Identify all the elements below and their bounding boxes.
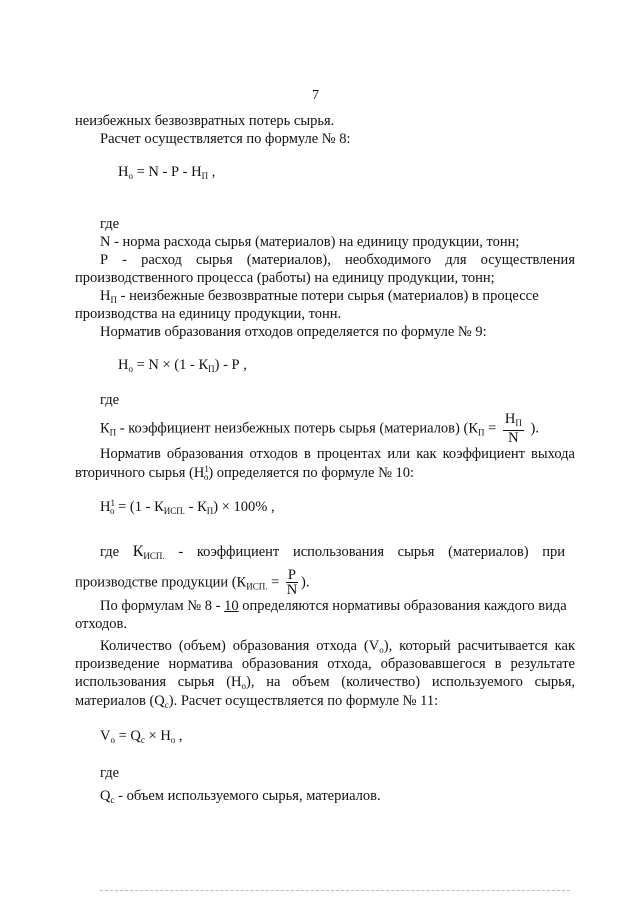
np-definition-line2: производства на единицу продукции, тонн. <box>75 306 342 322</box>
formula-10-link[interactable]: 10 <box>224 598 239 614</box>
p-definition-line1: Р - расход сырья (материалов), необходимого для осуществления <box>100 252 575 268</box>
n-definition: N - норма расхода сырья (материалов) на единицу продукции, тонн; <box>100 234 520 250</box>
formulas-summary-line1: По формулам № 8 - 10 определяются нормативы образования каждого вида <box>100 598 567 614</box>
kisp-definition-line2: производстве продукции ($К_{ИСП.}$ = $\frac{Р}{N}$ ). <box>75 567 310 598</box>
formula-8-intro: Расчет осуществляется по формуле № 8: <box>100 131 351 147</box>
np-definition-line1: $Н_П$ - неизбежные безвозвратные потери сырья (материалов) в процессе <box>100 288 539 305</box>
kisp-definition-line1: где $К_{ИСП.}$ - коэффициент использования сырья (материалов) при <box>100 543 565 561</box>
formula-10: $Н^1_о = (1 - К_{ИСП.} - К_П) \times 100\%$ , <box>100 498 275 516</box>
quantity-line4: материалов $(Q_с)$. Расчет осуществляется по формуле № 11: <box>75 693 439 710</box>
where-label: где <box>100 765 120 781</box>
formula-9-intro: Норматив образования отходов определяется по формуле № 9: <box>100 324 487 340</box>
quantity-line3: использования сырья $(Н_о)$, на объем (количество) используемого сырья, <box>75 674 575 691</box>
p-definition-line2: производственного процесса (работы) на единицу продукции, тонн; <box>75 270 495 286</box>
where-label: где <box>100 216 120 232</box>
qc-definition: $Q_с$ - объем используемого сырья, материалов. <box>100 788 381 805</box>
quantity-line1: Количество (объем) образования отхода $(V_о)$, который расчитывается как <box>100 638 575 655</box>
formula-8: $Н_о = N - Р - Н_П$ , <box>118 164 216 181</box>
formula-10-intro-line2: вторичного сырья $(Н^1_о)$ определяется по формуле № 10: <box>75 464 415 482</box>
where-label: где <box>100 392 120 408</box>
quantity-line2: произведение норматива образования отхода, образовавшегося в результате <box>75 656 575 672</box>
formula-9: $Н_о = N \times (1 - К_П) - Р$ , <box>118 357 247 374</box>
formulas-summary-line2: отходов. <box>75 616 128 632</box>
kp-definition: $К_П$ - коэффициент неизбежных потерь сырья (материалов) ($К_П$ = $\frac{Н_П}{N}$ ). <box>100 411 539 446</box>
fraction-p-over-n: $\frac{Р}{N}$ <box>286 567 298 598</box>
line-continuation: неизбежных безвозвратных потерь сырья. <box>75 113 335 129</box>
page-number: 7 <box>312 88 319 103</box>
fraction-np-over-n: $\frac{Н_П}{N}$ <box>504 411 522 446</box>
formula-10-intro-line1: Норматив образования отходов в процентах или как коэффициент выхода <box>100 446 575 462</box>
footer-scan-line <box>100 890 570 892</box>
formula-11: $V_о = Q_с \times Н_о$ , <box>100 728 183 745</box>
